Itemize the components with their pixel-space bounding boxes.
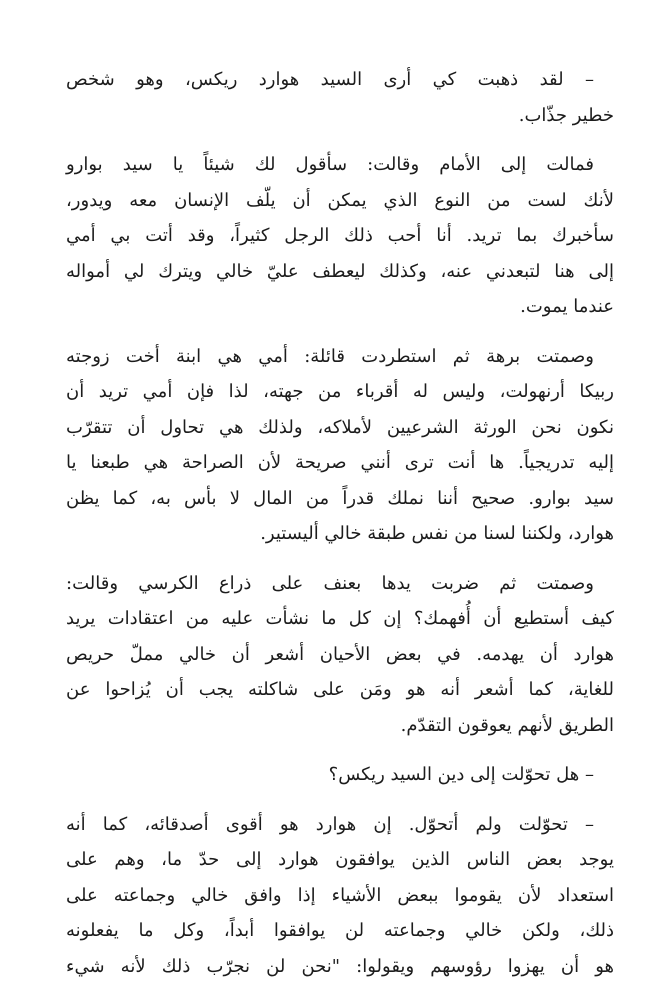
text-line: – لقد ذهبت كي أرى السيد هوارد ريكس، وهو شخص	[66, 69, 594, 90]
text-line: للغاية، كما أشعر أنه هو ومَن على شاكلته يجب أن يُزاحوا عن	[66, 679, 614, 700]
text-line: هوارد أن يهدمه. في بعض الأحيان أشعر أن خالي مملّ حريص	[66, 643, 614, 665]
paragraph-4	[66, 566, 614, 744]
book-page	[66, 62, 614, 998]
text-line: إلى هنا لتبعدني عنه، وكذلك ليعطف عليّ خالي ويترك لي أمواله	[66, 260, 614, 282]
paragraph-3	[66, 339, 614, 552]
text-line: كيف أستطيع أن أُفهمك؟ إن كل ما نشأت عليه من اعتقادات يريد	[66, 608, 614, 629]
text-line: يوجد بعض الناس الذين يوافقون هوارد إلى حدّ ما، وهم على	[66, 849, 614, 870]
text-line: إليه تدريجياً. ها أنت ترى أنني صريحة لأن الصراحة هي طبعنا يا	[66, 452, 614, 473]
text-line: لأنك لست من النوع الذي يمكن أن يلّف الإنسان معه ويدور،	[66, 189, 614, 211]
text-line: هو أن يهزوا رؤوسهم ويقولوا: "نحن لن نجرّب ذلك لأنه شيء	[66, 955, 614, 977]
paragraph-6	[66, 807, 614, 985]
text-line: وصمتت ثم ضربت يدها بعنف على ذراع الكرسي وقالت:	[66, 572, 594, 594]
text-line: الطريق لأنهم يعوقون التقدّم.	[400, 714, 614, 736]
paragraph-1	[66, 62, 614, 133]
text-line: وصمتت برهة ثم استطردت قائلة: أمي هي ابنة أخت زوجته	[66, 345, 594, 367]
text-line: هوارد، ولكننا لسنا من نفس طبقة خالي أليستير.	[260, 523, 614, 544]
text-line: – هل تحوّلت إلى دين السيد ريكس؟	[328, 764, 594, 785]
text-line: خطير جذّاب.	[518, 104, 614, 126]
text-line: – تحوّلت ولم أتحوّل. إن هوارد هو أقوى أصدقائه، كما أنه	[66, 813, 594, 835]
paragraph-5	[66, 757, 614, 793]
text-line: استعداد لأن يقوموا ببعض الأشياء إذا وافق خالي وجماعته على	[66, 884, 614, 906]
paragraph-2	[66, 147, 614, 325]
text-line: فمالت إلى الأمام وقالت: سأقول لك شيئاً يا سيد بوارو	[66, 154, 594, 175]
text-line: سأخبرك بما تريد. أنا أحب ذلك الرجل كثيراً، وقد أتت بي أمي	[66, 225, 614, 246]
text-line: عندما يموت.	[520, 296, 614, 317]
text-line: سيد بوارو. صحيح أننا نملك قدراً من المال لا بأس به، كما يظن	[66, 487, 614, 509]
text-line: ذلك، ولكن خالي وجماعته لن يوافقوا أبداً، وكل ما يفعلونه	[66, 920, 614, 941]
text-line: نكون نحن الورثة الشرعيين لأملاكه، ولذلك هي تحاول أن تتقرّب	[66, 416, 614, 438]
text-line: ربيكا أرنهولت، وليس له أقرباء من جهته، لذا فإن أمي تريد أن	[66, 381, 614, 402]
